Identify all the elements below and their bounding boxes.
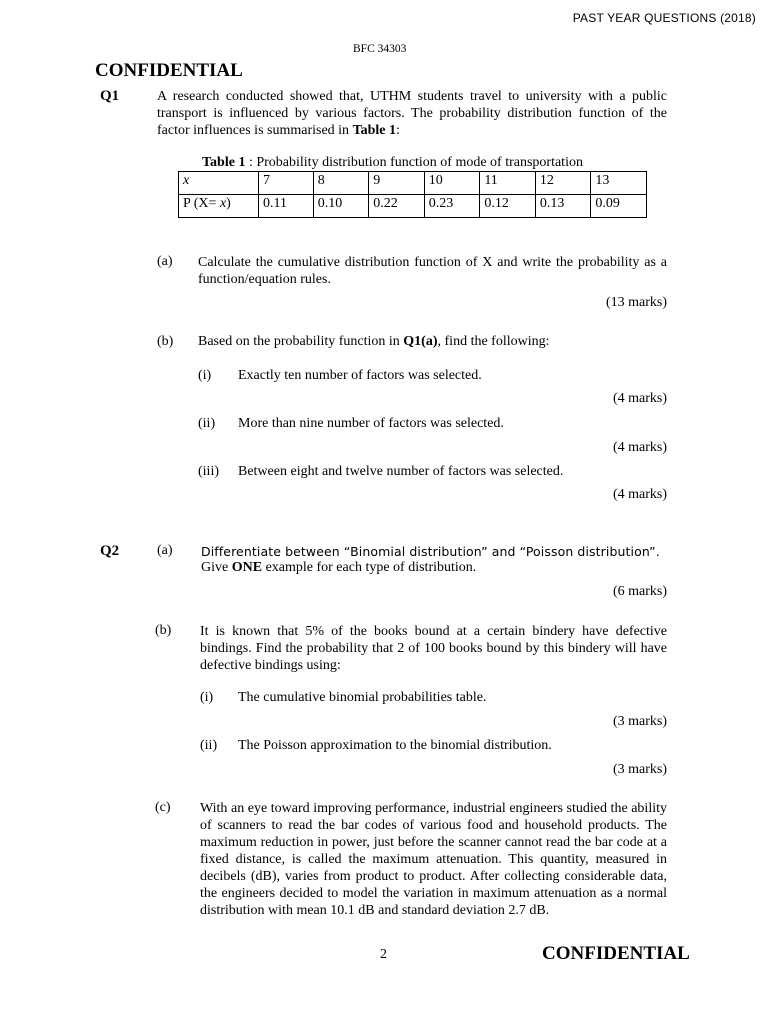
question-1-label: Q1 bbox=[100, 88, 120, 104]
table-cell: 0.11 bbox=[259, 195, 314, 218]
q1b-iii-text: Between eight and twelve number of factors was selected. bbox=[238, 464, 564, 479]
table-cell: 7 bbox=[259, 172, 314, 195]
q2a-line1: Differentiate between “Binomial distribution” and “Poisson distribution”. bbox=[201, 544, 660, 559]
q2b-ii-text: The Poisson approximation to the binomial distribution. bbox=[238, 738, 552, 753]
q1b-ii-text: More than nine number of factors was selected. bbox=[238, 416, 504, 431]
probability-table bbox=[178, 171, 647, 218]
q1a-marks: (13 marks) bbox=[605, 295, 667, 310]
q1b-text: Based on the probability function in Q1(a), find the following: bbox=[198, 334, 550, 349]
table-cell: 12 bbox=[535, 172, 591, 195]
q1b-ii-marks: (4 marks) bbox=[612, 440, 667, 455]
table-header-x: x bbox=[179, 172, 259, 195]
question-2-label: Q2 bbox=[100, 543, 120, 559]
table-cell: 0.12 bbox=[480, 195, 536, 218]
q1b-i-label: (i) bbox=[198, 368, 212, 383]
q2b-label: (b) bbox=[155, 623, 172, 638]
q2b-i-label: (i) bbox=[200, 690, 214, 705]
page-header-right: PAST YEAR QUESTIONS (2018) bbox=[572, 11, 756, 25]
course-code: BFC 34303 bbox=[353, 43, 407, 55]
question-1-intro: A research conducted showed that, UTHM students travel to university with a public transport is influenced by various factors. The probability distribution function of the factor influences is summarised in Table 1: bbox=[157, 89, 667, 138]
q2b-ii-marks: (3 marks) bbox=[612, 762, 667, 777]
table-row-p bbox=[179, 195, 647, 218]
table-cell: 0.10 bbox=[313, 195, 369, 218]
confidential-heading: CONFIDENTIAL bbox=[95, 60, 243, 81]
table-cell: 0.13 bbox=[535, 195, 591, 218]
confidential-footer: CONFIDENTIAL bbox=[542, 943, 690, 964]
table-1-caption: Table 1 : Probability distribution function of mode of transportation bbox=[202, 155, 583, 170]
q2a-marks: (6 marks) bbox=[612, 584, 667, 599]
table-cell: 0.22 bbox=[369, 195, 425, 218]
q1b-iii-label: (iii) bbox=[198, 464, 219, 479]
table-header-p: P (X= x) bbox=[179, 195, 259, 218]
q1a-text: Calculate the cumulative distribution function of X and write the probability as a function/equation rules. bbox=[198, 255, 667, 287]
q1b-i-text: Exactly ten number of factors was selected. bbox=[238, 368, 482, 383]
q2c-text: With an eye toward improving performance, industrial engineers studied the ability of scanners to read the bar codes of various food and household products. The maximum reduction in power, just before the scanner cannot read the bar code at a fixed distance, is called the maximum attenuation. This quantity, measured in decibels (dB), varies from product to product. After collecting considerable data, the engineers decided to model the variation in maximum attenuation as a normal distribution with mean 10.1 dB and standard deviation 2.7 dB. bbox=[200, 801, 667, 918]
table-cell: 0.23 bbox=[424, 195, 480, 218]
q2b-ii-label: (ii) bbox=[200, 738, 218, 753]
q1b-ii-label: (ii) bbox=[198, 416, 216, 431]
q2c-label: (c) bbox=[155, 800, 171, 815]
q1b-iii-marks: (4 marks) bbox=[612, 487, 667, 502]
table-cell: 10 bbox=[424, 172, 480, 195]
q2b-text: It is known that 5% of the books bound at a certain bindery have defective bindings. Find the probability that 2 of 100 books bound by this bindery will have defective bindings using: bbox=[200, 624, 667, 673]
page-number: 2 bbox=[380, 947, 387, 962]
table-cell: 8 bbox=[313, 172, 369, 195]
table-cell: 0.09 bbox=[591, 195, 647, 218]
table-cell: 9 bbox=[369, 172, 425, 195]
q1b-label: (b) bbox=[157, 334, 174, 349]
q2a-label: (a) bbox=[157, 543, 173, 558]
q2b-i-text: The cumulative binomial probabilities table. bbox=[238, 690, 487, 705]
q2a-line2: Give ONE example for each type of distribution. bbox=[201, 560, 477, 575]
table-cell: 13 bbox=[591, 172, 647, 195]
q2b-i-marks: (3 marks) bbox=[612, 714, 667, 729]
table-row-x bbox=[179, 172, 647, 195]
q1b-i-marks: (4 marks) bbox=[612, 391, 667, 406]
table-cell: 11 bbox=[480, 172, 536, 195]
q1a-label: (a) bbox=[157, 254, 173, 269]
